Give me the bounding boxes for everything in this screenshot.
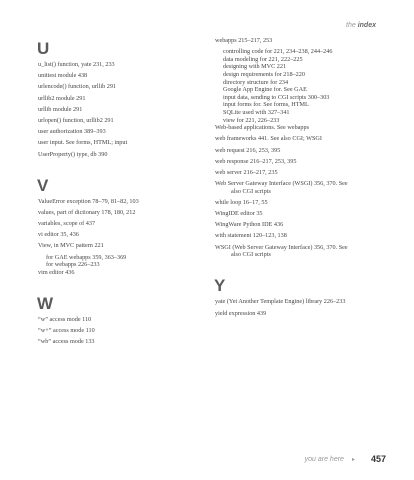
index-subentry: input forms for. See forms, HTML: [223, 101, 309, 109]
index-entry: “w+” access mode 110: [38, 327, 95, 335]
index-entry: UserProperty() type, db 390: [38, 150, 108, 158]
left-column: [38, 37, 188, 350]
index-entry: while loop 16–17, 55: [215, 198, 268, 206]
index-entry: urlencode() function, urllib 291: [38, 83, 117, 91]
index-entry: webapps 215–217, 253: [215, 37, 273, 44]
index-subentry: for webapps 226–233: [46, 261, 100, 269]
index-entry: WingWare Python IDE 436: [215, 221, 284, 229]
section-u: [38, 61, 188, 158]
index-entry: web request 216, 253, 395: [215, 146, 281, 154]
section-letter-u: U: [37, 39, 50, 58]
index-subentry: view for 221, 226–233: [223, 116, 280, 124]
index-entry: View, in MVC pattern 221: [38, 242, 104, 250]
index-entry: WingIDE editor 35: [215, 210, 263, 218]
index-entry: “w” access mode 110: [38, 316, 92, 323]
arrow-right-icon: ▸: [351, 456, 355, 463]
index-entry: urllib2 module 291: [38, 94, 86, 102]
index-entry: unittest module 438: [38, 72, 88, 80]
index-subentry: design requirements for 218–220: [223, 70, 305, 78]
index-entry-continuation: also CGI scripts: [231, 187, 271, 195]
index-entry: vi editor 35, 436: [38, 231, 79, 239]
section-w-left: [38, 316, 188, 346]
section-w-right: [215, 37, 390, 259]
index-entry: user input. See forms, HTML; input: [38, 139, 128, 147]
footer-text: you are here: [304, 455, 344, 463]
section-letter-w: W: [37, 294, 54, 313]
running-header: [346, 22, 376, 29]
page-footer: [305, 454, 386, 464]
page-number: 457: [370, 454, 386, 464]
section-letter-v: V: [37, 175, 49, 195]
index-entry: yate (Yet Another Template Engine) library 226–233: [215, 298, 346, 306]
index-entry: variables, scope of 437: [38, 220, 96, 228]
index-subentry: for GAE webapps 359, 363–369: [46, 253, 127, 261]
index-subentry: directory structure for 234: [223, 78, 289, 86]
index-entry: u_list() function, yate 231, 233: [38, 61, 115, 68]
index-entry: urllib module 291: [38, 105, 83, 113]
index-entry: “wb” access mode 133: [38, 338, 95, 346]
header-prefix: the: [346, 22, 358, 29]
index-subentry: designing with MVC 221: [223, 63, 287, 71]
index-entry: ValueError exception 78–79, 81–82, 103: [38, 197, 139, 205]
index-entry: vim editor 436: [38, 268, 75, 276]
index-entry: web server 216–217, 235: [215, 168, 278, 176]
index-entry: Web-based applications. See webapps: [215, 124, 310, 132]
section-y: [215, 298, 390, 317]
right-column: [215, 37, 390, 321]
index-entry: user authorization 389–393: [38, 128, 106, 136]
index-subentry: controlling code for 221, 234–238, 244–246: [223, 48, 333, 56]
index-entry: web frameworks 441. See also CGI; WSGI: [215, 135, 322, 143]
index-entry-continuation: also CGI scripts: [231, 251, 271, 259]
index-entry: WSGI (Web Server Gateway Interface) 356, 370. See also CGI scripts: [215, 244, 390, 259]
section-letter-y: Y: [214, 276, 226, 296]
header-title: index: [357, 22, 376, 29]
index-subentry: input data, sending to CGI scripts 300–303: [223, 93, 330, 101]
index-entry: with statement 120–123, 138: [215, 232, 287, 240]
index-entry: urlopen() function, urllib2 291: [38, 116, 114, 124]
index-entry: web response 216–217, 253, 395: [215, 157, 297, 165]
index-entry: Web Server Gateway Interface (WSGI) 356, 370. See also CGI scripts: [215, 180, 390, 195]
index-entry: yield expression 439: [215, 309, 267, 317]
index-subentry: SQLite used with 327–341: [223, 108, 290, 116]
index-subentry: data modeling for 221, 222–225: [223, 55, 303, 63]
section-v: [38, 198, 188, 277]
index-entry: values, part of dictionary 178, 180, 212: [38, 208, 136, 216]
index-subentry: Google App Engine for. See GAE: [223, 86, 307, 94]
